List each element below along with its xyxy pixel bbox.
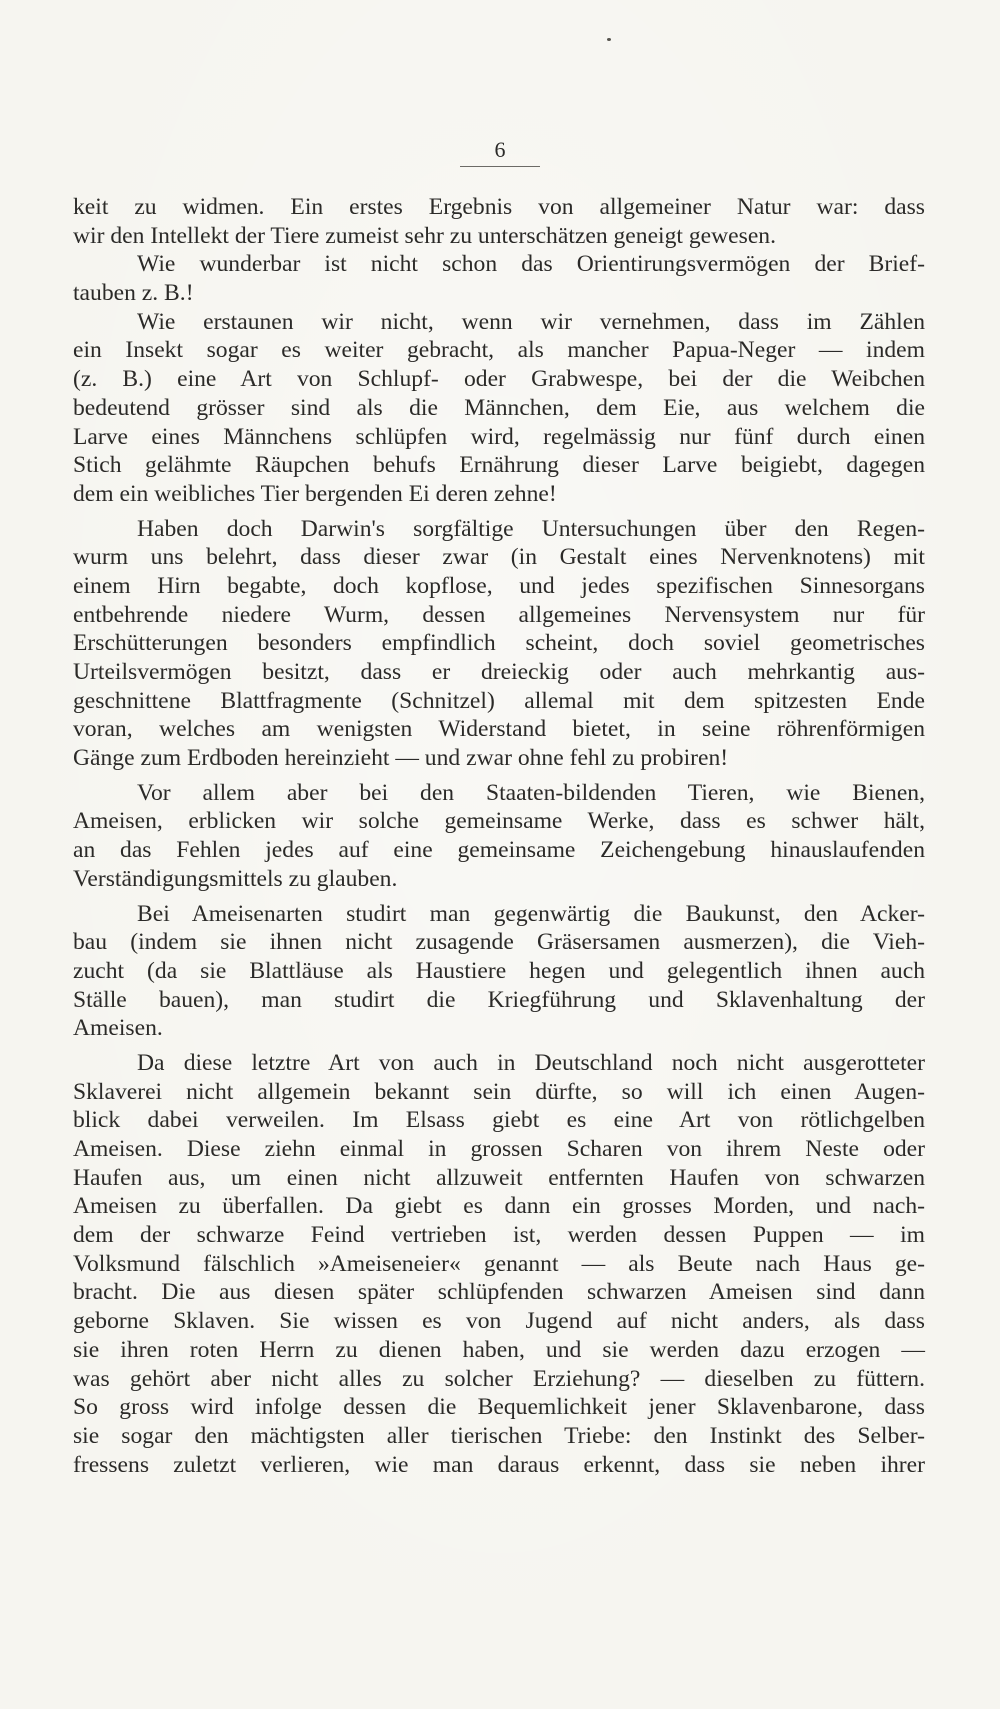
header-rule xyxy=(460,166,540,167)
text-line: Haufen aus, um einen nicht allzuweit entfernten Haufen von schwarzen xyxy=(73,1164,925,1191)
text-line: tauben z. B.! xyxy=(73,280,194,307)
text-line: Erschütterungen besonders empfindlich scheint, doch soviel geometrisches xyxy=(73,630,925,657)
text-line: Ställe bauen), man studirt die Kriegführung und Sklavenhaltung der xyxy=(73,986,925,1013)
text-line: Wie erstaunen wir nicht, wenn wir vernehmen, dass im Zählen xyxy=(137,308,925,335)
text-line: Stich gelähmte Räupchen behufs Ernährung dieser Larve beigiebt, dagegen xyxy=(73,452,925,479)
print-speck xyxy=(607,38,611,41)
body-text xyxy=(73,193,925,1479)
text-line: einem Hirn begabte, doch kopflose, und jedes spezifischen Sinnesorgans xyxy=(73,572,925,599)
text-line: Ameisen. xyxy=(73,1015,163,1042)
text-line: So gross wird infolge dessen die Bequemlichkeit jener Sklavenbarone, dass xyxy=(73,1394,925,1421)
text-line: sie ihren roten Herrn zu dienen haben, und sie werden dazu erzogen — xyxy=(73,1336,925,1363)
text-line: geschnittene Blattfragmente (Schnitzel) allemal mit dem spitzesten Ende xyxy=(73,687,925,714)
text-line: fressens zuletzt verlieren, wie man daraus erkennt, dass sie neben ihrer xyxy=(73,1451,925,1478)
text-line: Wie wunderbar ist nicht schon das Orientirungsvermögen der Brief- xyxy=(137,251,925,278)
text-line: wir den Intellekt der Tiere zumeist sehr zu unterschätzen geneigt gewesen. xyxy=(73,222,776,249)
text-line: ein Insekt sogar es weiter gebracht, als mancher Papua-Neger — indem xyxy=(73,337,925,364)
text-line: voran, welches am wenigsten Widerstand bietet, in seine röhrenförmigen xyxy=(73,716,925,743)
text-line: bau (indem sie ihnen nicht zusagende Gräsersamen ausmerzen), die Vieh- xyxy=(73,929,925,956)
text-line: entbehrende niedere Wurm, dessen allgemeines Nervensystem nur für xyxy=(73,601,925,628)
text-line: was gehört aber nicht alles zu solcher Erziehung? — dieselben zu füttern. xyxy=(73,1365,925,1392)
text-line: Larve eines Männchens schlüpfen wird, regelmässig nur fünf durch einen xyxy=(73,423,925,450)
text-line: Sklaverei nicht allgemein bekannt sein dürfte, so will ich einen Augen- xyxy=(73,1078,925,1105)
page-number: 6 xyxy=(494,137,506,162)
text-line: Verständigungsmittels zu glauben. xyxy=(73,865,398,892)
text-line: Volksmund fälschlich »Ameiseneier« genannt — als Beute nach Haus ge- xyxy=(73,1250,925,1277)
text-line: Ameisen. Diese ziehn einmal in grossen Scharen von ihrem Neste oder xyxy=(73,1136,925,1162)
text-line: Vor allem aber bei den Staaten-bildenden Tieren, wie Bienen, xyxy=(137,779,925,806)
text-line: Haben doch Darwin's sorgfältige Untersuchungen über den Regen- xyxy=(137,515,925,542)
text-line: (z. B.) eine Art von Schlupf- oder Grabwespe, bei der die Weibchen xyxy=(73,366,925,393)
text-line: dem ein weibliches Tier bergenden Ei deren zehne! xyxy=(73,480,557,507)
text-line: an das Fehlen jedes auf eine gemeinsame Zeichengebung hinauslaufenden xyxy=(73,837,925,864)
text-line: Bei Ameisenarten studirt man gegenwärtig die Baukunst, den Acker- xyxy=(137,900,925,927)
text-line: Ameisen, erblicken wir solche gemeinsame Werke, dass es schwer hält, xyxy=(73,808,925,835)
text-line: blick dabei verweilen. Im Elsass giebt es eine Art von rötlichgelben xyxy=(73,1107,925,1134)
text-line: bracht. Die aus diesen später schlüpfenden schwarzen Ameisen sind dann xyxy=(73,1279,925,1306)
text-line: bedeutend grösser sind als die Männchen, dem Eie, aus welchem die xyxy=(73,394,925,421)
text-line: Gänge zum Erdboden hereinzieht — und zwar ohne fehl zu probiren! xyxy=(73,745,729,772)
text-line: keit zu widmen. Ein erstes Ergebnis von allgemeiner Natur war: dass xyxy=(73,194,925,220)
text-line: Urteilsvermögen besitzt, dass er dreieckig oder auch mehrkantig aus- xyxy=(73,659,925,685)
text-line: dem der schwarze Feind vertrieben ist, werden dessen Puppen — im xyxy=(73,1222,925,1249)
text-line: Ameisen zu überfallen. Da giebt es dann ein grosses Morden, und nach- xyxy=(73,1193,925,1220)
text-line: sie sogar den mächtigsten aller tierischen Triebe: den Instinkt des Selber- xyxy=(73,1422,925,1449)
text-line: geborne Sklaven. Sie wissen es von Jugend auf nicht anders, als dass xyxy=(73,1308,925,1335)
text-line: zucht (da sie Blattläuse als Haustiere hegen und gelegentlich ihnen auch xyxy=(73,957,925,984)
text-line: Da diese letztre Art von auch in Deutschland noch nicht ausgerotteter xyxy=(137,1049,925,1076)
text-line: wurm uns belehrt, dass dieser zwar (in Gestalt eines Nervenknotens) mit xyxy=(73,544,925,571)
page-header xyxy=(460,138,540,162)
